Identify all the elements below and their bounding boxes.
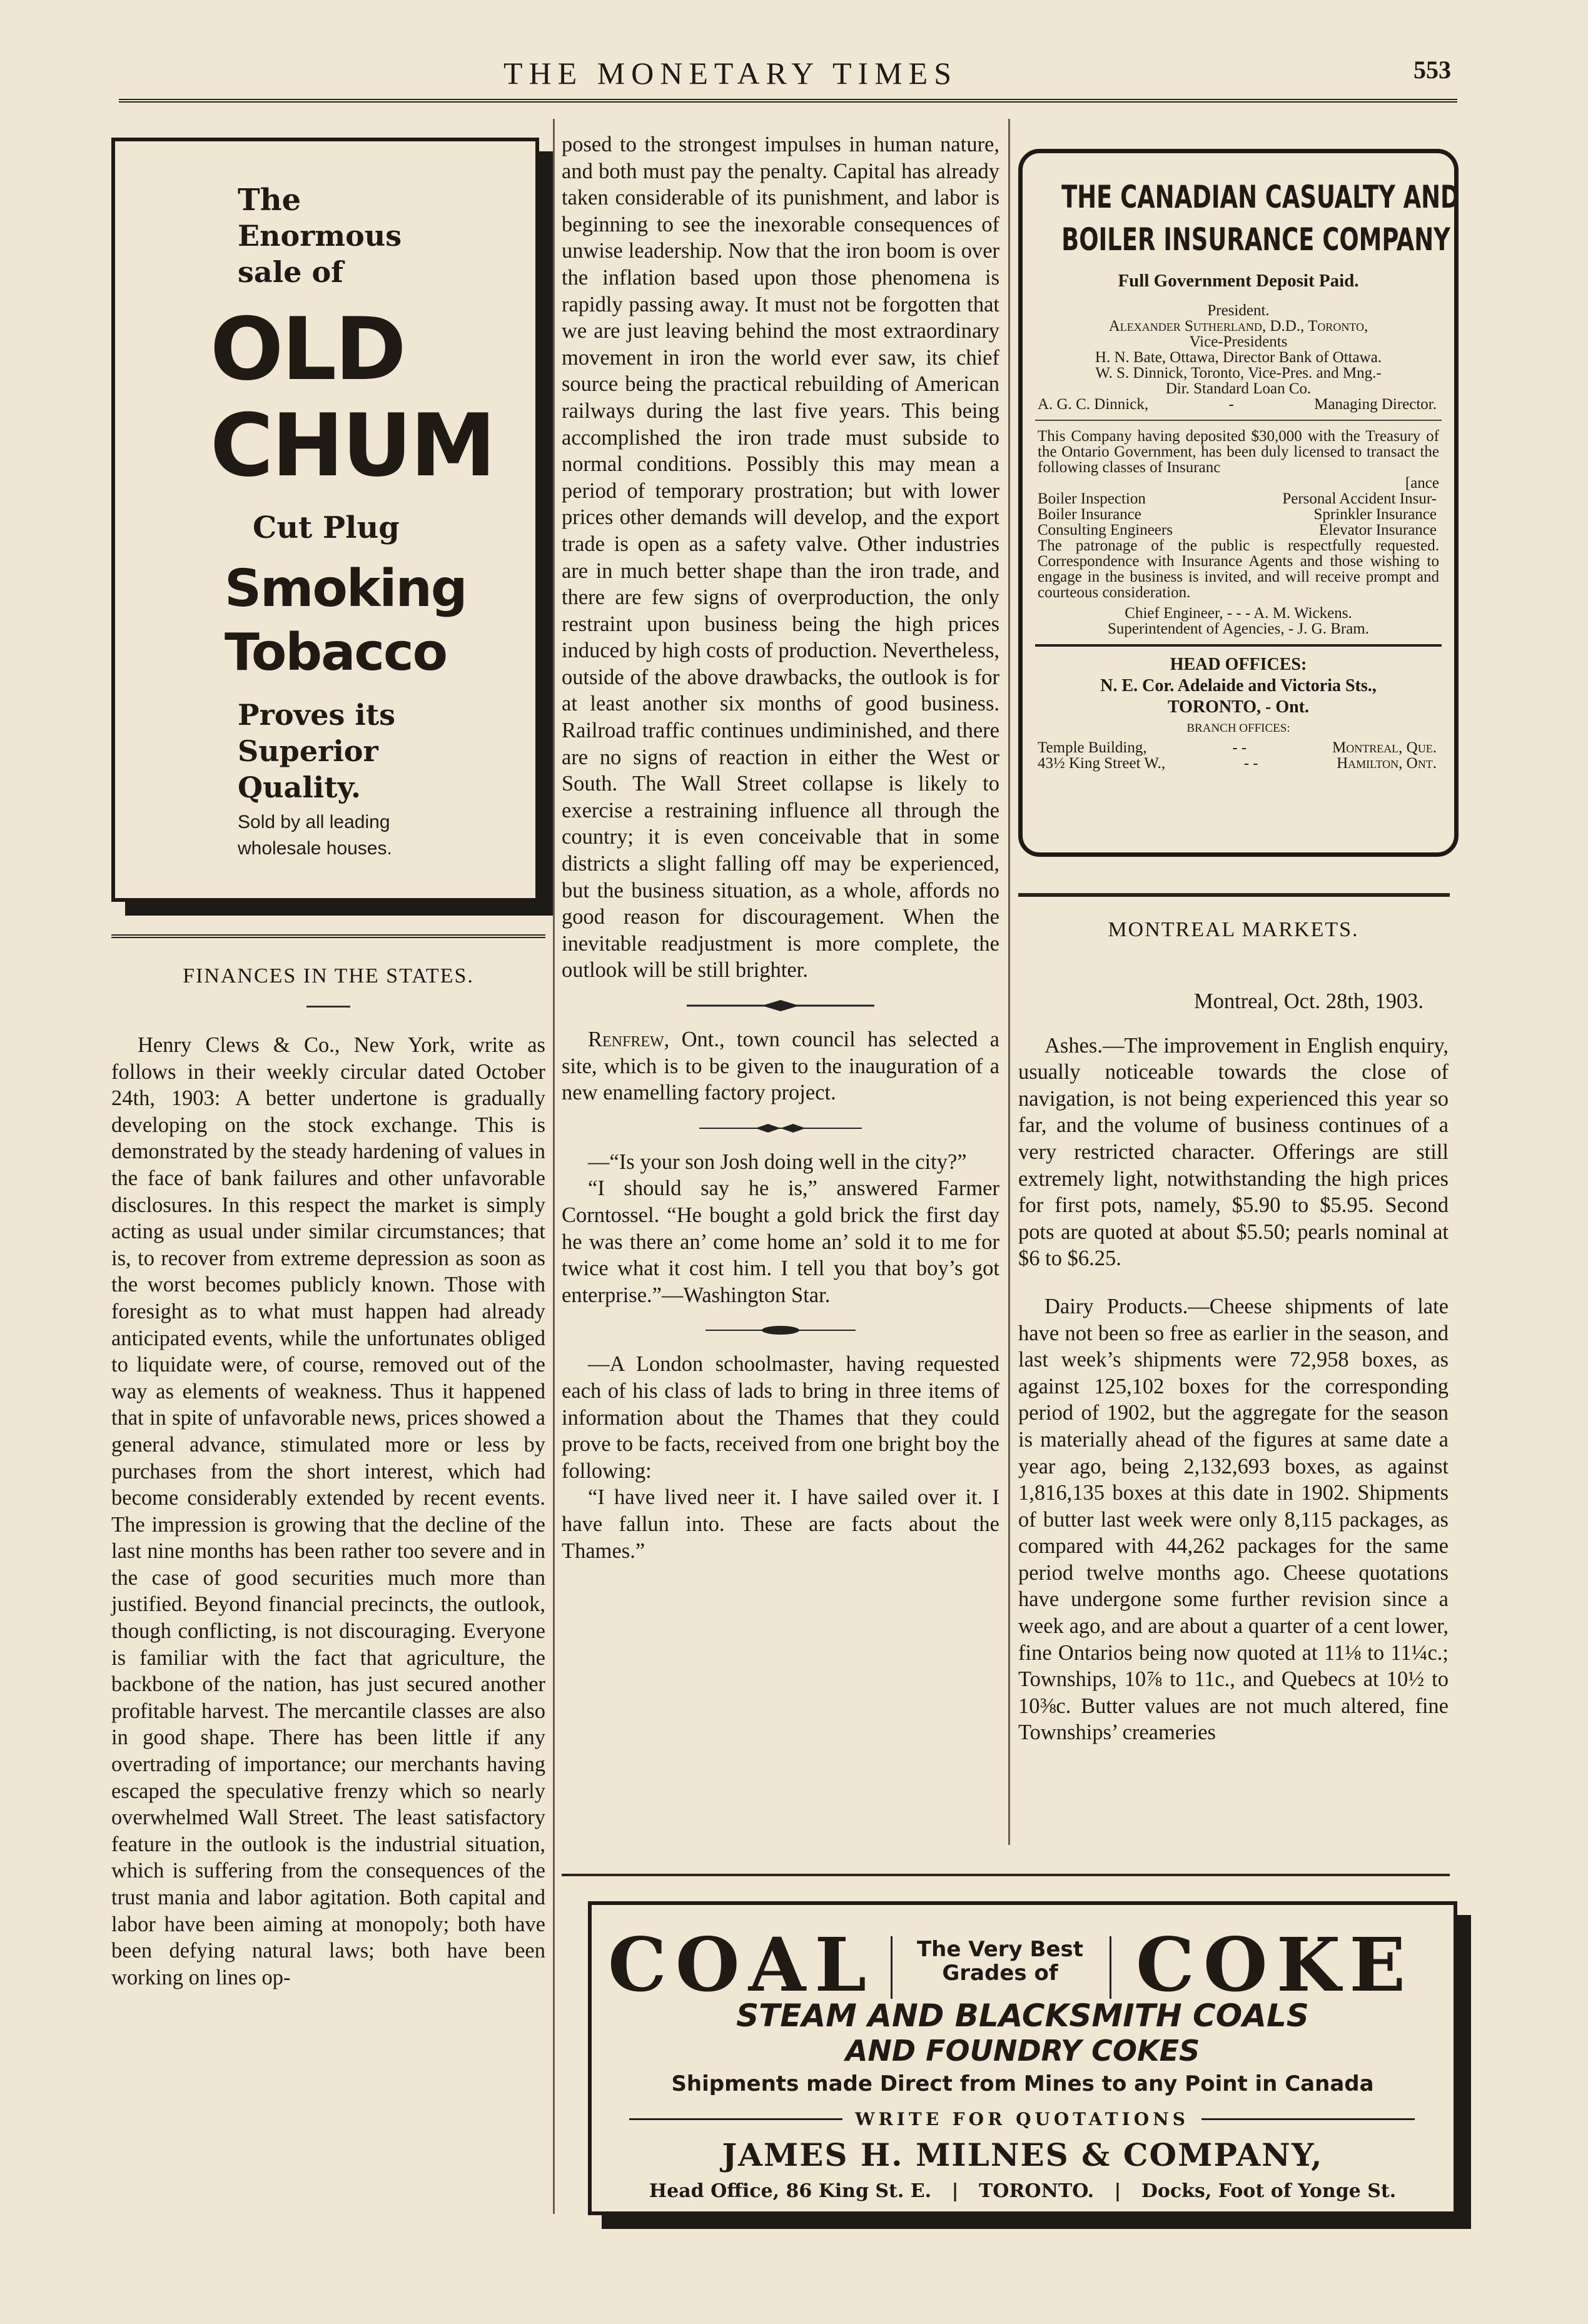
address: TORONTO. — [978, 2180, 1095, 2202]
md-dash: - — [1228, 396, 1234, 413]
coal-word: COAL — [608, 1921, 876, 2008]
brand-name: OLD — [210, 299, 405, 400]
heading-dash — [306, 1006, 350, 1008]
company-name: THE CANADIAN CASUALTY AND — [1061, 179, 1460, 215]
officer-label: President. — [1207, 302, 1270, 319]
ornament-divider-icon — [680, 1120, 881, 1136]
ad-divider — [1035, 644, 1442, 647]
ad-line: sale of — [238, 255, 343, 289]
section-rule — [111, 934, 545, 938]
ad-divider — [1035, 420, 1442, 421]
write-for-quotations — [629, 2106, 1415, 2131]
class-item: Sprinkler Insurance — [1313, 506, 1437, 523]
ad-claim: Proves its — [238, 698, 396, 732]
dairy-paragraph: Dairy Products.—Cheese shipments of late have not been so free as earlier in the season, and last week’s shipments were 72,958 boxes, as against 125,102 boxes for the corresponding period of 1902, but the aggregate for the season is materially ahead of the figures at same date a year ago, being 2,132,693 boxes, as against 1,816,135 boxes at this date in 1902. Shipments of butter last week were only 8,115 packages, as compared with 44,262 packages for the same period twelve months ago. Cheese quotations have undergone some further revision since a week ago, and are about a quarter of a cent lower, fine Ontarios being now quoted at 11⅛ to 11¼c.; Townships, 10⅞ to 11c., and Quebecs at 10½ to 10⅜c. Butter values are not much altered, fine Townships’ creameries — [1018, 1294, 1449, 1745]
renfrew-notice — [562, 1026, 999, 1106]
product-type: Tobacco — [225, 623, 447, 682]
officer-name: Alexander Sutherland, D.D., Toronto, — [1108, 318, 1368, 335]
md-title: Managing Director. — [1314, 396, 1437, 413]
insurance-class-row — [1023, 522, 1454, 538]
officer-name: Dir. Standard Loan Co. — [1165, 380, 1312, 397]
head-office-label: HEAD OFFICES: — [1170, 655, 1307, 674]
section-rule — [1018, 893, 1450, 897]
head-office-address: N. E. Cor. Adelaide and Victoria Sts., — [1100, 676, 1377, 695]
very-best-grades — [897, 1938, 1103, 1985]
address: Docks, Foot of Yonge St. — [1141, 2180, 1397, 2202]
ad-footer: Sold by all leading — [238, 812, 390, 832]
column-rule-left — [553, 119, 555, 2214]
ashes-paragraph: Ashes.—The improvement in English enquiry, usually noticeable towards the close of navigation, is not being experienced this year so far, and the volume of business continues of a very restricted character. Offerings are still extremely light, notwithstanding the high prices for first pots, namely, $5.90 to $5.95. Second pots are quoted at about $5.50; pearls nominal at $6 to $6.25. — [1018, 1033, 1449, 1271]
company-name: JAMES H. MILNES & COMPANY, — [722, 2136, 1323, 2173]
officer-name: W. S. Dinnick, Toronto, Vice-Pres. and Mng.- — [1095, 365, 1382, 381]
branch-dash: - - — [1232, 739, 1247, 756]
ad-body-end: [ance — [1405, 475, 1439, 492]
class-item: Personal Accident Insur- — [1282, 490, 1437, 507]
thames-item-lead: —A London schoolmaster, having requested each of his class of lads to bring in three items of information about the Thames that they could prove to be facts, received from one bright boy the following: — [562, 1352, 999, 1483]
branch-row — [1023, 740, 1454, 755]
officer-name: H. N. Bate, Ottawa, Director Bank of Ottawa. — [1095, 349, 1382, 366]
address: Head Office, 86 King St. E. — [649, 2180, 932, 2202]
officer-label: Vice-Presidents — [1189, 333, 1288, 350]
insurance-class-row — [1023, 507, 1454, 522]
ad-line: Enormous — [238, 219, 402, 253]
farmer-item-question: —“Is your son Josh doing well in the city?” — [588, 1149, 967, 1174]
separator: | — [951, 2180, 959, 2202]
separator: | — [1114, 2180, 1121, 2202]
class-item: Boiler Inspection — [1038, 490, 1146, 507]
ad-line: The — [238, 183, 301, 218]
montreal-article — [1018, 988, 1449, 1746]
ad-claim: Superior — [238, 734, 378, 768]
coal-line: AND FOUNDRY COKES — [845, 2034, 1200, 2068]
header-rule — [119, 99, 1457, 103]
chief-engineer: Chief Engineer, - - - A. M. Wickens. — [1125, 605, 1352, 622]
article-paragraph: posed to the strongest impulses in human nature, and both must pay the penalty. Capital has already taken considerable of its punishment, and labor is beginning to see the inexorable consequences of unwise leadership. Now that the iron boom is over the inflation based upon those phenomena is rapidly passing away. It must not be forgotten that we are just leaving behind the most extraordinary movement in iron the world ever saw, its chief source being the practical rebuilding of American railways during the last five years. This being accomplished the iron trade must subside to normal conditions. Possibly this may mean a period of temporary prostration; but with lower prices other demands will develop, and the export trade is open as a safety valve. Other industries are in much better shape than the iron trade, and there are few signs of overproduction, the only restraint upon business being the high prices induced by high costs of production. Nevertheless, outside of the above drawbacks, the outlook is for at least another six months of good business. Railroad traffic continues undiminished, and there are no signs of reaction in either the West or South. The Wall Street collapse is likely to exercise a restraining influence all through the country; it is even conceivable that in some districts a slight falling off may be experienced, but the business situation, as a whole, affords no good reason for discouragement. When the inevitable readjustment is more complete, the outlook will be still brighter. — [562, 133, 999, 983]
class-item: Consulting Engineers — [1038, 522, 1173, 538]
head-office-address: TORONTO, - Ont. — [1167, 697, 1310, 717]
brand-name: CHUM — [210, 395, 495, 496]
best-line: Grades of — [942, 1961, 1058, 1986]
coal-line: Shipments made Direct from Mines to any Point in Canada — [671, 2071, 1374, 2096]
page-header — [119, 55, 1451, 93]
branch-label: BRANCH OFFICES: — [1186, 722, 1290, 735]
thames-item-quote: “I have lived neer it. I have sailed over it. I have fallun into. These are facts about the Thames.” — [562, 1485, 999, 1563]
ad-body: The patronage of the public is respectfully requested. Correspondence with Insurance Agents and those wishing to engage in the business is invited, and will receive prompt and courteous consideration. — [1038, 537, 1439, 601]
managing-director-row — [1023, 397, 1454, 412]
company-name: BOILER INSURANCE COMPANY — [1061, 221, 1450, 258]
best-line: The Very Best — [916, 1937, 1084, 1962]
rule — [1201, 2118, 1415, 2120]
branch-address: 43½ King Street W., — [1038, 755, 1166, 772]
ad-divider — [891, 1936, 893, 1999]
middle-column — [562, 131, 999, 1564]
ornament-divider-icon — [680, 998, 881, 1014]
column-rule-right — [1008, 119, 1010, 1845]
farmer-item-answer: “I should say he is,” answered Farmer Corntossel. “He bought a gold brick the first day he was there an’ come home an’ sold it to me for twice what it cost him. I tell you that boy’s got enterprise.”—Washington Star. — [562, 1176, 999, 1307]
article-paragraph: Henry Clews & Co., New York, write as follows in their weekly circular dated October 24th, 1903: A better undertone is gradually developing on the stock exchange. This is demonstrated by the steady hardening of values in the face of bank failures and other unfavorable disclosures. In this respect the market is simply acting as usual under similar circumstances; that is, to recover from extreme depression as soon as the worst becomes publicly known. Those with foresight as to what must happen had already anticipated events, while the unfortunates obliged to liquidate were, of course, removed out of the way as elements of weakness. Thus it happened that in spite of unfavorable news, prices showed a general advance, stimulated more or less by purchases from the short interest, which had become considerably extended by recent events. The impression is growing that the decline of the last nine months has been rather too severe and in the case of good securities much more than justified. Beyond financial precincts, the outlook, though conflicting, is not discouraging. Everyone is familiar with the fact that agriculture, the backbone of the nation, has just secured another profitable harvest. The mercantile classes are also in good shape. There has been little if any overtrading of importance; our merchants having escaped the speculative frenzy which so nearly overwhelmed Wall Street. The least satisfactory feature in the outlook is the industrial situation, which is suffering from the consequences of the trust mania and labor agitation. Both capital and labor have been aiming at monopoly; both have been defying natural laws; both have been working on lines op- — [111, 1033, 545, 1989]
class-item: Boiler Insurance — [1038, 506, 1141, 523]
product-type: Smoking — [225, 559, 467, 619]
rule — [629, 2118, 842, 2120]
section-rule — [562, 1874, 1450, 1876]
ornament-divider-icon — [680, 1322, 881, 1338]
branch-dash: - - — [1243, 755, 1258, 772]
notice-lead: Renfrew, — [588, 1028, 670, 1051]
insurance-class-row — [1023, 491, 1454, 507]
montreal-heading-block — [1018, 918, 1449, 942]
write-label: WRITE FOR QUOTATIONS — [855, 2108, 1189, 2129]
casualty-insurance-advertisement — [1018, 149, 1459, 857]
page-number: 553 — [1414, 56, 1451, 84]
ad-claim: Quality. — [238, 770, 361, 804]
ad-subtitle: Full Government Deposit Paid. — [1118, 271, 1359, 291]
ad-body: This Company having deposited $30,000 with the Treasury of the Ontario Government, has been duly licensed to transact the following classes of Insuranc — [1038, 428, 1439, 476]
coal-address-line — [592, 2180, 1454, 2202]
finances-heading-block — [111, 964, 545, 1031]
md-name: A. G. C. Dinnick, — [1038, 396, 1149, 413]
ad-divider — [1110, 1936, 1111, 1999]
publication-title: THE MONETARY TIMES — [503, 56, 958, 91]
coke-word: COKE — [1136, 1921, 1415, 2008]
branch-address: Temple Building, — [1038, 739, 1147, 756]
product-name: Cut Plug — [253, 510, 400, 545]
notice-text: Ont., town council has selected a site, which is to be given to the inauguration of a new enamelling factory project. — [562, 1028, 999, 1105]
branch-city: Montreal, Que. — [1332, 739, 1437, 756]
ad-footer: wholesale houses. — [238, 838, 392, 859]
superintendent: Superintendent of Agencies, - J. G. Bram. — [1108, 620, 1369, 637]
dateline: Montreal, Oct. 28th, 1903. — [1194, 989, 1424, 1013]
coal-line: STEAM AND BLACKSMITH COALS — [736, 1998, 1309, 2034]
old-chum-advertisement — [111, 138, 539, 902]
branch-row — [1023, 755, 1454, 771]
branch-city: Hamilton, Ont. — [1337, 755, 1437, 772]
finances-article-col1 — [111, 1032, 545, 1991]
article-heading: FINANCES IN THE STATES. — [183, 964, 474, 988]
coal-coke-advertisement — [588, 1901, 1457, 2215]
class-item: Elevator Insurance — [1318, 522, 1437, 538]
article-heading: MONTREAL MARKETS. — [1108, 918, 1359, 941]
